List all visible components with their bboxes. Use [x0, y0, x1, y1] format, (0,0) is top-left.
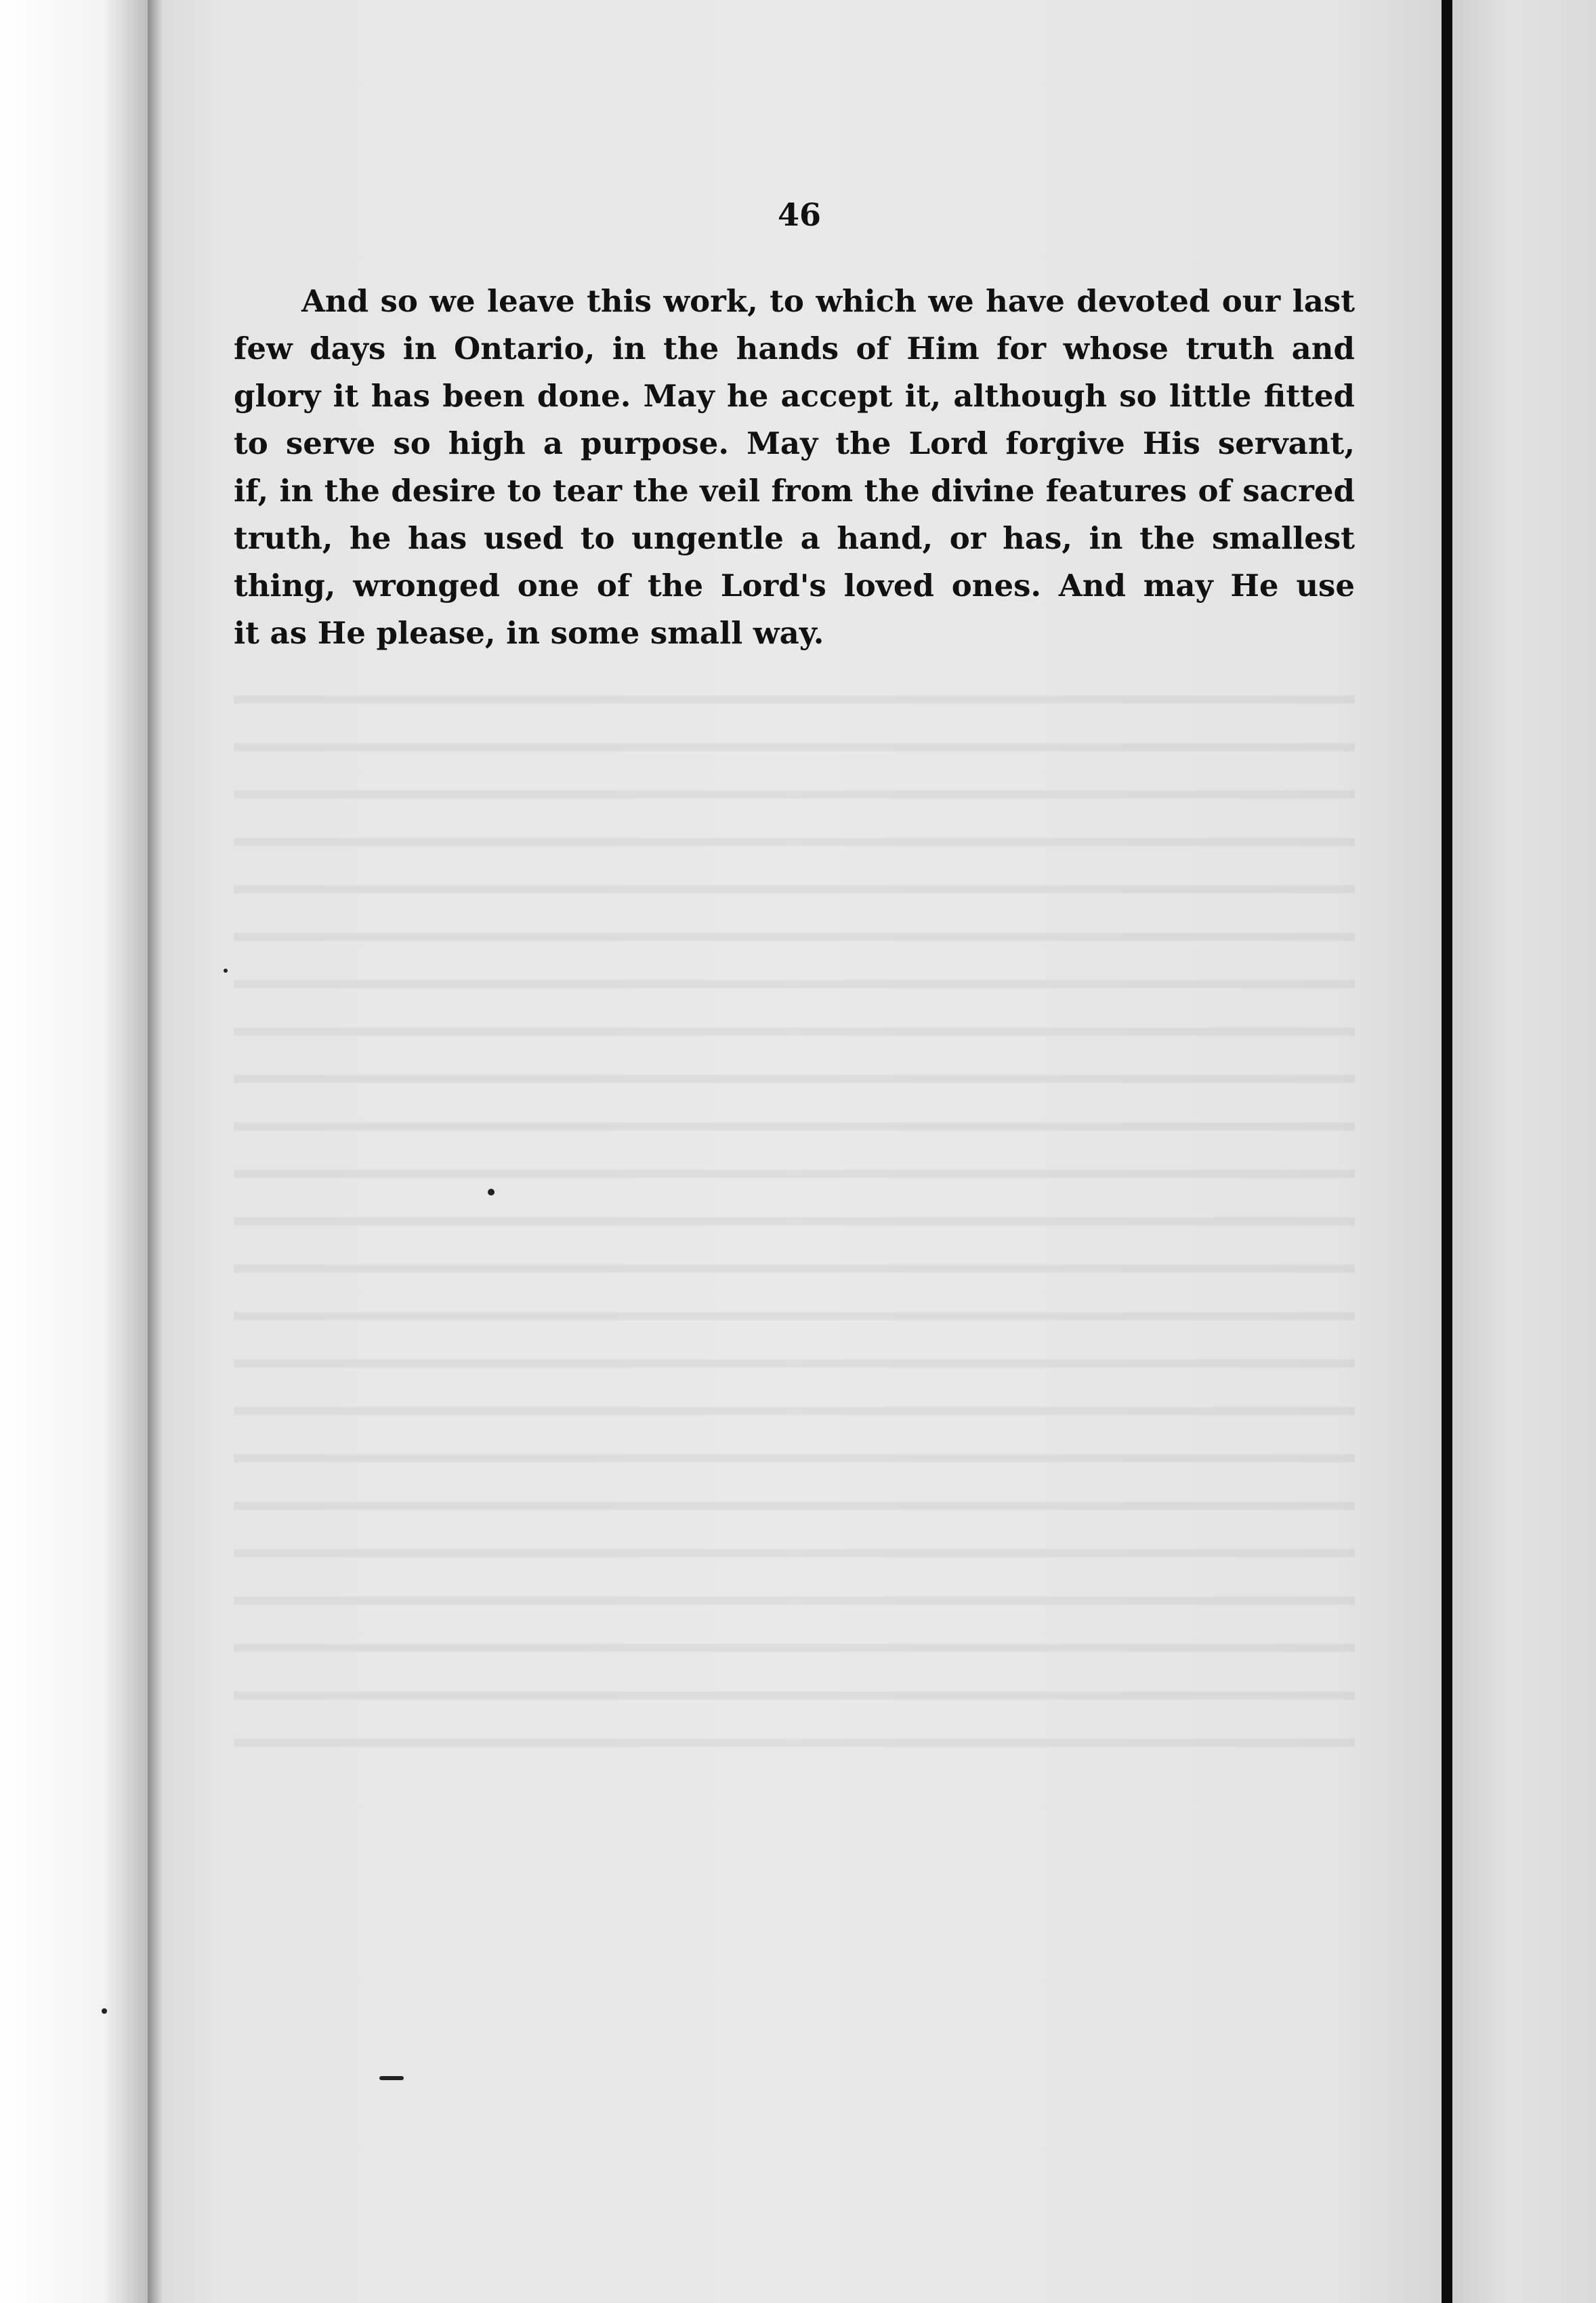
paragraph-line: if, in the desire to tear the veil from the divine features of sacred [234, 473, 1355, 509]
paragraph-line: truth, he has used to ungentle a hand, or has, in the smallest [234, 520, 1355, 556]
ink-speck [102, 2008, 107, 2014]
paragraph-line: few days in Ontario, in the hands of Him for whose truth and [234, 331, 1355, 366]
page-number: 46 [777, 196, 821, 233]
ink-speck [224, 969, 228, 973]
closing-paragraph [234, 278, 1355, 657]
paragraph-line: to serve so high a purpose. May the Lord forgive His servant, [234, 425, 1355, 461]
paragraph-line: thing, wronged one of the Lord's loved ones. And may He use [234, 568, 1355, 604]
bleed-through-text [234, 664, 1355, 1775]
paragraph-line: And so we leave this work, to which we have devoted our last [301, 283, 1355, 319]
ink-speck [379, 2076, 404, 2080]
right-margin-strip [1452, 0, 1596, 2303]
page-edge-shadow [148, 0, 163, 2303]
paragraph-line: it as He please, in some small way. [234, 615, 824, 651]
paragraph-line: glory it has been done. May he accept it, although so little fitted [234, 378, 1355, 414]
binding-edge [1442, 0, 1452, 2303]
left-margin-strip [0, 0, 148, 2303]
ink-speck [488, 1189, 495, 1196]
